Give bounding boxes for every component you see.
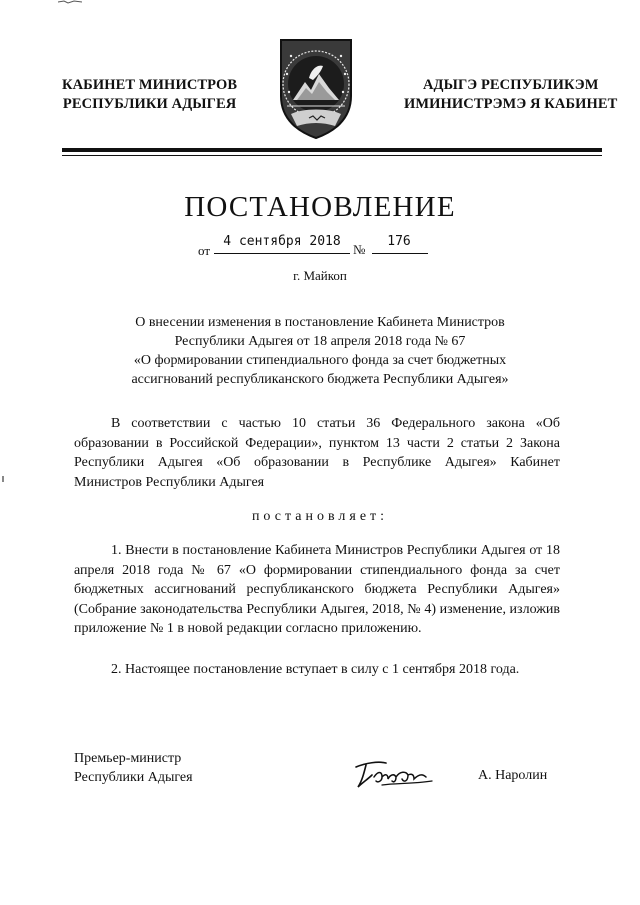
handwritten-signature-icon [352,753,438,793]
scan-edge-mark [2,476,4,482]
number-sign: № [353,242,366,257]
document-title: ПОСТАНОВЛЕНИЕ [184,191,456,223]
decree-item-2: 2. Настоящее постановление вступает в силу с 1 сентября 2018 года. [111,662,520,677]
header-divider-thin [62,155,602,156]
subject-line: Республики Адыгея от 18 апреля 2018 года № 67 [174,334,466,349]
header-right-line2: ИМИНИСТРЭМЭ Я КАБИНЕТ [404,96,618,112]
header-right-line1: АДЫГЭ РЕСПУБЛИКЭМ [422,77,599,93]
decree-item-1: 1. Внести в постановление Кабинета Министров Республики Адыгея от 18 апреля 2018 года № 67 «О формировании стипендиального фонда за счет бюджетных ассигнований республиканского бюджета Республики Адыгея» (Собрание законодательства Республики Адыгея, 2018, № 4) изменение, изложив приложение № 1 в новой редакции согласно приложению. [74,543,560,637]
document-dateline [198,234,438,260]
preamble-paragraph: В соответствии с частью 10 статьи 36 Федерального закона «Об образовании в Российской Федерации», пунктом 13 части 2 статьи 2 Закона Республики Адыгея «Об образовании в Республике Адыгея» Кабинет Министров Республики Адыгея [74,416,560,490]
header-left-line1: КАБИНЕТ МИНИСТРОВ [62,77,238,93]
document-city: г. Майкоп [293,268,347,283]
subject-line: ассигнований республиканского бюджета Республики Адыгея» [131,372,509,387]
signatory-position [74,749,193,787]
header-divider-thick [62,148,602,152]
signatory-position-line1: Премьер-министр [74,751,182,766]
document-subject [100,313,540,389]
header-right-title [404,76,617,114]
adygea-coat-of-arms-icon [273,34,359,142]
scan-artifact-mark [58,0,82,4]
document-date: 4 сентября 2018 [223,234,341,249]
document-number: 176 [387,234,411,249]
number-underline [372,253,428,254]
signatory-position-line2: Республики Адыгея [74,770,193,785]
header-left-line2: РЕСПУБЛИКИ АДЫГЕЯ [62,96,237,112]
subject-line: О внесении изменения в постановление Кабинета Министров [135,315,505,330]
header-left-title [62,76,237,114]
signatory-name: А. Наролин [478,768,548,783]
decree-word: постановляет: [251,509,389,524]
subject-line: «О формировании стипендиального фонда за счет бюджетных [133,353,507,368]
date-prefix: от [198,243,211,258]
date-underline [214,253,350,254]
